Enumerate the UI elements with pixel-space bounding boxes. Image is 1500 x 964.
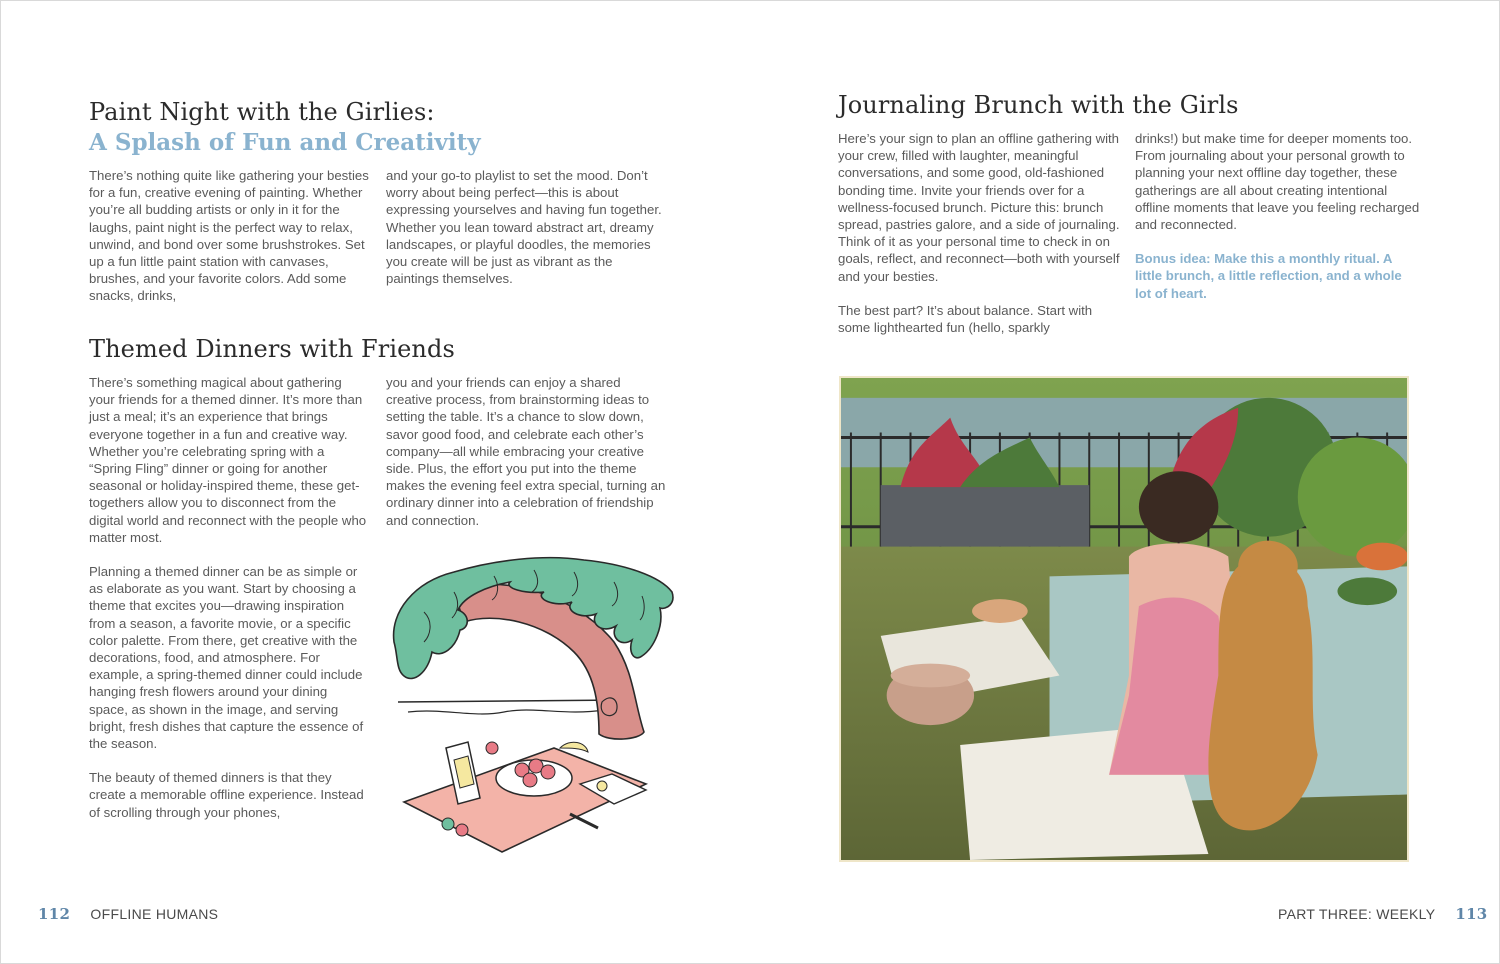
left-running-head: OFFLINE HUMANS: [90, 906, 219, 922]
journaling-brunch-column-2: [1135, 130, 1420, 319]
journaling-brunch-column-1: [838, 130, 1123, 353]
themed-dinners-title: Themed Dinners with Friends: [89, 335, 455, 363]
themed-dinners-paragraph-3: The beauty of themed dinners is that they create a memorable offline experience. Instead of scrolling through your phones,: [89, 770, 364, 820]
paint-night-column-1: [89, 167, 369, 322]
left-folio: [38, 905, 218, 923]
brunch-garden-photo: [839, 376, 1409, 862]
right-page-number: 113: [1455, 905, 1488, 923]
journaling-brunch-paragraph-continued: drinks!) but make time for deeper moments too. From journaling about your personal growth to planning your next offline day together, these gatherings are all about creating intentional offline moments that leave you feeling recharged and reconnected.: [1135, 131, 1420, 233]
left-page-number: 112: [38, 905, 71, 923]
journaling-brunch-paragraph-1: Here’s your sign to plan an offline gathering with your crew, filled with laughter, meaningful conversations, and some good, old-fashioned bonding time. Invite your friends over for a wellness-focused brunch. Picture this: brunch spread, pastries galore, and a side of journaling. Think of it as your personal time to check in on goals, reflect, and reconnect—both with yourself and your besties.: [838, 131, 1120, 284]
themed-dinners-column-2: [386, 374, 666, 546]
right-running-head: PART THREE: WEEKLY: [1278, 906, 1436, 922]
paint-night-column-2: [386, 167, 666, 304]
paint-night-paragraph: There’s nothing quite like gathering your besties for a fun, creative evening of painting. Whether you’re all budding artists or only in it for the laughs, paint night is the perfect way to relax, unwind, and bond over some brushstrokes. Set up a fun little paint station with canvases, brushes, and your favorite colors. Add some snacks, drinks,: [89, 168, 369, 304]
paint-night-subtitle: A Splash of Fun and Creativity: [89, 129, 481, 156]
themed-dinners-column-1: [89, 374, 369, 838]
themed-dinners-paragraph-2: Planning a themed dinner can be as simple or as elaborate as you want. Start by choosing a theme that excites you—drawing inspiration from a season, a favorite movie, or a specific color palette. From there, get creative with the decorations, food, and atmosphere. For example, a spring-themed dinner could include hanging fresh flowers around your dining space, as shown in the image, and serving bright, fresh dishes that capture the essence of the season.: [89, 564, 364, 752]
themed-dinners-paragraph-1: There’s something magical about gathering your friends for a themed dinner. It’s more than just a meal; it’s an experience that brings everyone together in a fun and creative way. Whether you’re celebrating spring with a “Spring Fling” dinner or going for another seasonal or holiday-inspired theme, these get-togethers allow you to disconnect from the digital world and reconnect with the people who matter most.: [89, 375, 367, 545]
themed-dinners-paragraph-continued: you and your friends can enjoy a shared creative process, from brainstorming ideas to setting the table. It’s a chance to slow down, savor good food, and celebrate each other’s company—all while embracing your creative side. Plus, the effort you put into the theme makes the evening feel extra special, turning an ordinary dinner into a celebration of friendship and connection.: [386, 375, 666, 528]
journaling-brunch-title: Journaling Brunch with the Girls: [838, 91, 1239, 119]
paint-night-paragraph-continued: and your go-to playlist to set the mood. Don’t worry about being perfect—this is about expressing yourselves and having fun together. Whether you lean toward abstract art, dreamy landscapes, or playful doodles, the memories you create will be just as vibrant as the paintings themselves.: [386, 168, 662, 287]
bonus-idea-callout: Bonus idea: Make this a monthly ritual. A little brunch, a little reflection, and a whole lot of heart.: [1135, 251, 1402, 301]
paint-night-title: Paint Night with the Girlies:: [89, 98, 435, 126]
journaling-brunch-paragraph-2: The best part? It’s about balance. Start with some lighthearted fun (hello, sparkly: [838, 302, 1093, 336]
picnic-tree-illustration: [384, 552, 680, 864]
right-folio: [1278, 905, 1488, 923]
